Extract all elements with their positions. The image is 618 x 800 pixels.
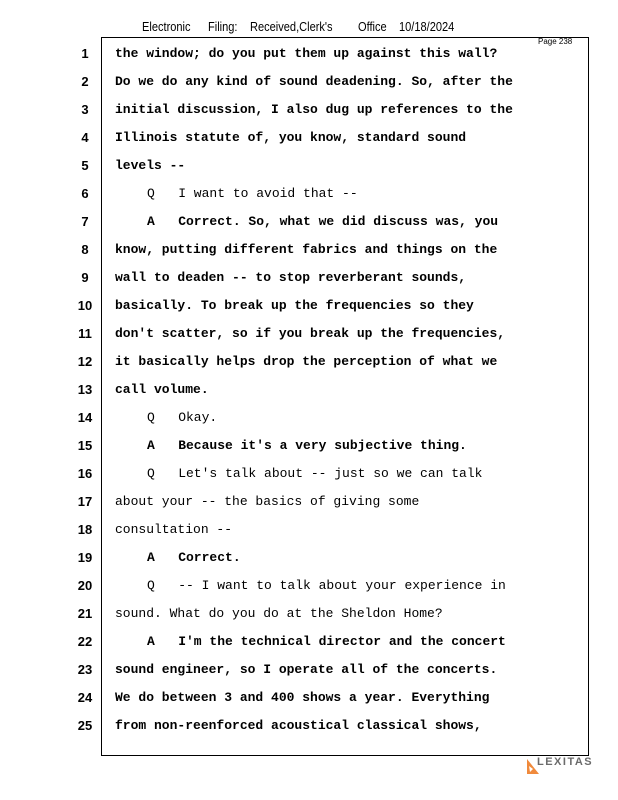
line-text: sound. What do you do at the Sheldon Home? xyxy=(115,606,443,621)
line-number: 19 xyxy=(77,550,93,565)
header-filing: Filing: xyxy=(208,19,238,34)
header-received: Received,Clerk's xyxy=(250,19,333,34)
line-text: levels -- xyxy=(115,158,186,173)
line-number: 14 xyxy=(77,410,93,425)
line-number: 10 xyxy=(77,298,93,313)
line-number: 17 xyxy=(77,494,93,509)
line-text: Q Okay. xyxy=(147,410,218,425)
line-number: 12 xyxy=(77,354,93,369)
line-number: 7 xyxy=(81,214,89,229)
line-text: from non-reenforced acoustical classical shows, xyxy=(115,718,482,733)
line-text: A Because it's a very subjective thing. xyxy=(147,438,467,453)
line-number: 15 xyxy=(77,438,93,453)
line-text: about your -- the basics of giving some xyxy=(115,494,420,509)
header-office: Office xyxy=(358,19,387,34)
line-text: A Correct. So, what we did discuss was, you xyxy=(147,214,499,229)
line-text: know, putting different fabrics and things on the xyxy=(115,242,498,257)
line-number: 3 xyxy=(81,102,89,117)
line-text: A Correct. xyxy=(147,550,241,565)
line-text: don't scatter, so if you break up the frequencies, xyxy=(115,326,506,341)
page-number: Page 238 xyxy=(538,37,573,46)
line-number: 13 xyxy=(77,382,93,397)
line-text: basically. To break up the frequencies so they xyxy=(115,298,474,313)
line-text: initial discussion, I also dug up references to the xyxy=(115,102,513,117)
line-number: 23 xyxy=(77,662,93,677)
line-text: Q Let's talk about -- just so we can talk xyxy=(147,466,483,481)
line-text: wall to deaden -- to stop reverberant sounds, xyxy=(115,270,467,285)
lexitas-logo xyxy=(525,756,594,780)
header-date: 10/18/2024 xyxy=(399,19,455,34)
line-number: 21 xyxy=(77,606,93,621)
line-text: Q I want to avoid that -- xyxy=(147,186,358,201)
line-number: 16 xyxy=(77,466,93,481)
line-text: Do we do any kind of sound deadening. So, after the xyxy=(115,74,513,89)
line-text: call volume. xyxy=(115,382,209,397)
line-number: 2 xyxy=(81,74,89,89)
line-number: 4 xyxy=(81,130,89,145)
line-text: consultation -- xyxy=(115,522,233,537)
line-number: 24 xyxy=(77,690,93,705)
header-electronic: Electronic xyxy=(142,19,191,34)
line-text: Illinois statute of, you know, standard sound xyxy=(115,130,467,145)
logo-text: LEXITAS xyxy=(537,756,594,768)
line-number: 20 xyxy=(77,578,93,593)
line-number: 18 xyxy=(77,522,93,537)
line-text: We do between 3 and 400 shows a year. Everything xyxy=(115,690,490,705)
line-number: 1 xyxy=(81,46,89,61)
line-number: 6 xyxy=(81,186,89,201)
line-number: 8 xyxy=(81,242,89,257)
line-text: A I'm the technical director and the concert xyxy=(147,634,506,649)
line-number: 22 xyxy=(77,634,93,649)
line-text: the window; do you put them up against this wall? xyxy=(115,46,498,61)
line-number: 5 xyxy=(81,158,89,173)
line-text: Q -- I want to talk about your experience in xyxy=(147,578,506,593)
line-number: 25 xyxy=(77,718,93,733)
line-text: sound engineer, so I operate all of the concerts. xyxy=(115,662,498,677)
line-number: 11 xyxy=(78,326,92,341)
line-number: 9 xyxy=(81,270,89,285)
line-text: it basically helps drop the perception of what we xyxy=(115,354,498,369)
